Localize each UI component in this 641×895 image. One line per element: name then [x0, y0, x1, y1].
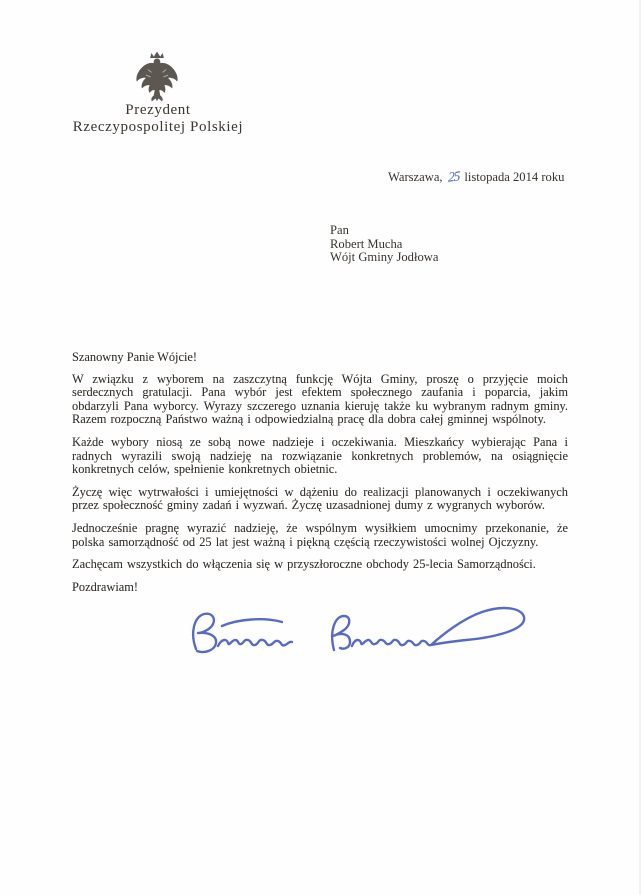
letterhead [38, 102, 278, 136]
recipient-honorific: Pan [330, 223, 349, 237]
paragraph-2: Każde wybory niosą ze sobą nowe nadzieje i oczekiwania. Mieszkańcy wybierając Pana i radnych wyrazili swoją nadzieję na rozwiązanie konkretnych problemów, na osiągnięcie konkretnych celów, spełnienie konkretnych obietnic. [72, 434, 568, 477]
paragraph-4: Jednocześnie pragnę wyrazić nadzieję, że wspólnym wysiłkiem umocnimy przekonanie, że polska samorządność od 25 lat jest ważną i piękną częścią rzeczywistości wolnej Ojczyzny. [72, 520, 568, 549]
dateline [388, 169, 618, 185]
recipient-block [330, 224, 438, 265]
salutation: Szanowny Panie Wójcie! [72, 350, 198, 364]
paragraph-5: Zachęcam wszystkich do włączenia się w przyszłoroczne obchody 25-lecia Samorządności. [72, 557, 536, 572]
signature-handwriting [182, 597, 534, 669]
dateline-city: Warszawa, [388, 170, 443, 184]
polish-eagle-icon [134, 49, 180, 103]
paragraph-1: W związku z wyborem na zaszczytną funkcję Wójta Gminy, proszę o przyjęcie moich serdecznych gratulacji. Pana wybór jest efektem społecznego zaufania i poparcia, jakim obdarzyli Pana wyborcy. Wyrazy szczerego uznania kieruję także ku wybranym radnym gminy. Razem rozpoczną Państwo ważną i odpowiedzialną pracę dla dobra całej gminnej wspólnoty. [72, 371, 568, 427]
paragraph-3: Życzę więc wytrwałości i umiejętności w dążeniu do realizacji planowanych i oczekiwanych przez społeczność gminy zadań i wyzwań. Życzę uzasadnionej dumy z wygranych wyborów. [72, 484, 568, 513]
recipient-name: Robert Mucha [330, 236, 403, 251]
letter-body [72, 351, 568, 594]
dateline-rest: listopada 2014 roku [464, 170, 565, 184]
closing-line: Pozdrawiam! [72, 579, 139, 594]
letterhead-line1: Prezydent [125, 102, 191, 118]
recipient-title: Wójt Gminy Jodłowa [330, 250, 439, 265]
letterhead-line2: Rzeczypospolitej Polskiej [72, 119, 244, 135]
handwritten-day: 25 [447, 168, 460, 185]
